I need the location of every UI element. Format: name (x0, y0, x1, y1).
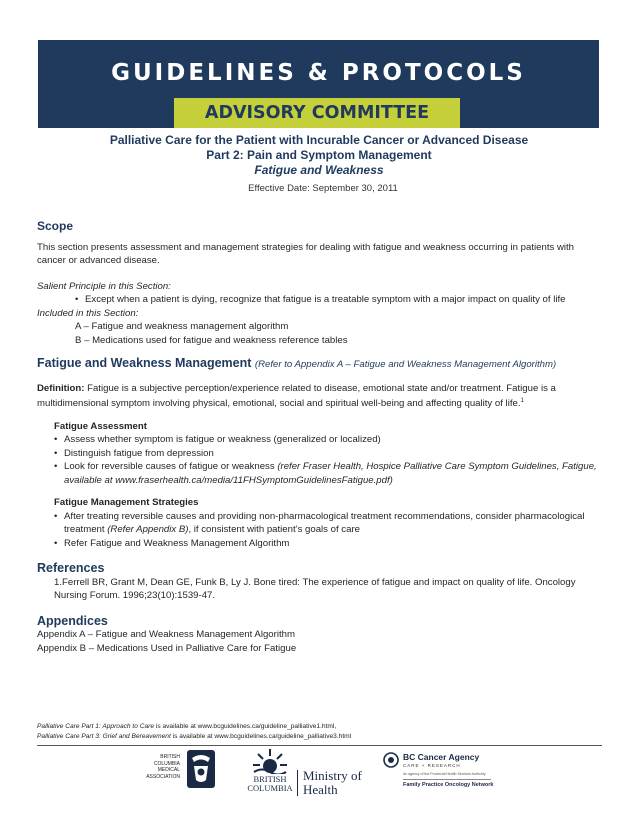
scope-heading: Scope (37, 219, 74, 233)
effective-date: Effective Date: September 30, 2011 (248, 183, 398, 194)
bcma-name-line: MEDICAL (157, 767, 180, 773)
references-heading: References (37, 561, 105, 576)
fatigue-assessment-heading: Fatigue Assessment (54, 420, 147, 432)
management-heading-text: Fatigue and Weakness Management (37, 356, 252, 370)
advisory-committee-label: ADVISORY COMMITTEE (174, 98, 460, 128)
document-header (0, 133, 638, 194)
assessment-item: • Look for reversible causes of fatigue or weakness (refer Fraser Health, Hospice Palliative Care Symptom Guidelines, Fatigue, available at www.fraserhealth.ca/media/11FHSymptomGuidelinesFatigue.pdf) (54, 461, 597, 486)
document-topic: Fatigue and Weakness (254, 163, 384, 177)
bcma-name-line: ASSOCIATION (146, 773, 180, 780)
bcma-crest-icon (184, 748, 218, 792)
part1-availability: is available at www.bcguidelines.ca/guideline_palliative1.html, (154, 723, 337, 730)
ministry-line: Ministry of (303, 768, 362, 783)
included-item-b: B – Medications used for fatigue and weakness reference tables (75, 334, 348, 346)
assessment-item-text: Look for reversible causes of fatigue or weakness (64, 461, 275, 473)
bcca-subtitle: CARE + RESEARCH (403, 763, 461, 768)
reference-item: 1.Ferrell BR, Grant M, Dean GE, Funk B, Ly J. Bone tired: The experience of fatigue and impact on quality of life. Oncology Nursing Forum. 1996;23(10):1539-47. (54, 576, 576, 602)
part3-availability: is available at www.bcguidelines.ca/guideline_palliative3.html (170, 733, 352, 740)
appendix-item-a: Appendix A – Fatigue and Weakness Management Algorithm (37, 629, 295, 641)
appendix-item-b: Appendix B – Medications Used in Palliative Care for Fatigue (37, 642, 297, 654)
ministry-of-health-wordmark (303, 769, 362, 797)
salient-principle-text: Except when a patient is dying, recognize that fatigue is a treatable symptom with a major impact on quality of life (85, 294, 566, 305)
assessment-item: • Assess whether symptom is fatigue or weakness (generalized or localized) (54, 434, 381, 446)
appendices-heading: Appendices (37, 613, 108, 628)
strategy-item: • Refer Fatigue and Weakness Management Algorithm (54, 537, 290, 549)
strategy-item-tail: , if consistent with patient’s goals of care (188, 524, 360, 536)
strategy-item: • After treating reversible causes and providing non-pharmacological treatment recommendations, consider pharmacological treatment (Refer Appendix B), if consistent with patient’s goals of care (54, 510, 585, 536)
footer-divider (37, 745, 602, 746)
assessment-item-text: Distinguish fatigue from depression (64, 447, 214, 459)
management-strategies-heading: Fatigue Management Strategies (54, 497, 199, 509)
banner-title: GUIDELINES & PROTOCOLS (111, 60, 526, 86)
logo-divider (297, 770, 298, 796)
fraser-health-reference: (refer Fraser Health, Hospice Palliative Care Symptom Guidelines, Fatigue, available at www.fraserhealth.ca/media/11FHSymptomGuidelinesFatigue.pdf) (64, 461, 597, 486)
strategy-item-text: After treating reversible causes and providing non-pharmacological treatment recommendations, consider pharmacological treatment (64, 510, 585, 536)
document-body (37, 220, 603, 655)
document-title: Palliative Care for the Patient with Incurable Cancer or Advanced Disease (109, 133, 529, 147)
bc-sun-icon (252, 748, 288, 774)
bcma-name-line: BRITISH (160, 754, 180, 760)
included-item-a: A – Fatigue and weakness management algorithm (75, 321, 289, 332)
included-label: Included in this Section: (37, 307, 139, 319)
footer-note (37, 722, 351, 742)
bcca-name: BC Cancer Agency (403, 752, 480, 762)
document-part: Part 2: Pain and Symptom Management (206, 148, 432, 162)
ministry-line: Health (303, 782, 338, 797)
fpon-name: Family Practice Oncology Network (403, 782, 494, 788)
assessment-item: • Distinguish fatigue from depression (54, 447, 214, 459)
management-heading (37, 357, 603, 372)
definition-label: Definition: (37, 382, 85, 394)
scope-paragraph: This section presents assessment and management strategies for dealing with fatigue and weakness occurring in patients with cancer or advanced disease. (37, 241, 575, 266)
definition-footnote: 1 (520, 398, 524, 404)
bcca-divider (403, 779, 491, 780)
management-heading-note: (Refer to Appendix A – Fatigue and Weakness Management Algorithm) (254, 359, 557, 370)
definition-paragraph (37, 382, 603, 411)
part3-title: Palliative Care Part 3: Grief and Bereavement (37, 733, 171, 740)
definition-text: Fatigue is a subjective perception/experience related to disease, emotional state and/or treatment. Fatigue is a multidimensional symptom involving physical, emotional, social and spiritual well-being and affecting quality of life. (37, 382, 556, 410)
bcca-tagline: An agency of the Provincial Health Services Authority (403, 772, 486, 776)
assessment-item-text: Assess whether symptom is fatigue or weakness (generalized or localized) (64, 434, 381, 446)
strategy-item-text: Refer Fatigue and Weakness Management Algorithm (64, 537, 290, 549)
salient-principle-label: Salient Principle in this Section: (37, 280, 171, 292)
part1-title: Palliative Care Part 1: Approach to Care (37, 723, 155, 730)
bc-wordmark-line: BRITISH (253, 774, 287, 784)
bcca-emblem-icon (383, 752, 399, 768)
bc-wordmark-line: COLUMBIA (247, 783, 293, 793)
bcma-name-line: COLUMBIA (153, 760, 180, 767)
appendix-b-reference: (Refer Appendix B) (107, 524, 189, 536)
salient-principle-item: • Except when a patient is dying, recognize that fatigue is a treatable symptom with a major impact on quality of life (75, 294, 566, 305)
